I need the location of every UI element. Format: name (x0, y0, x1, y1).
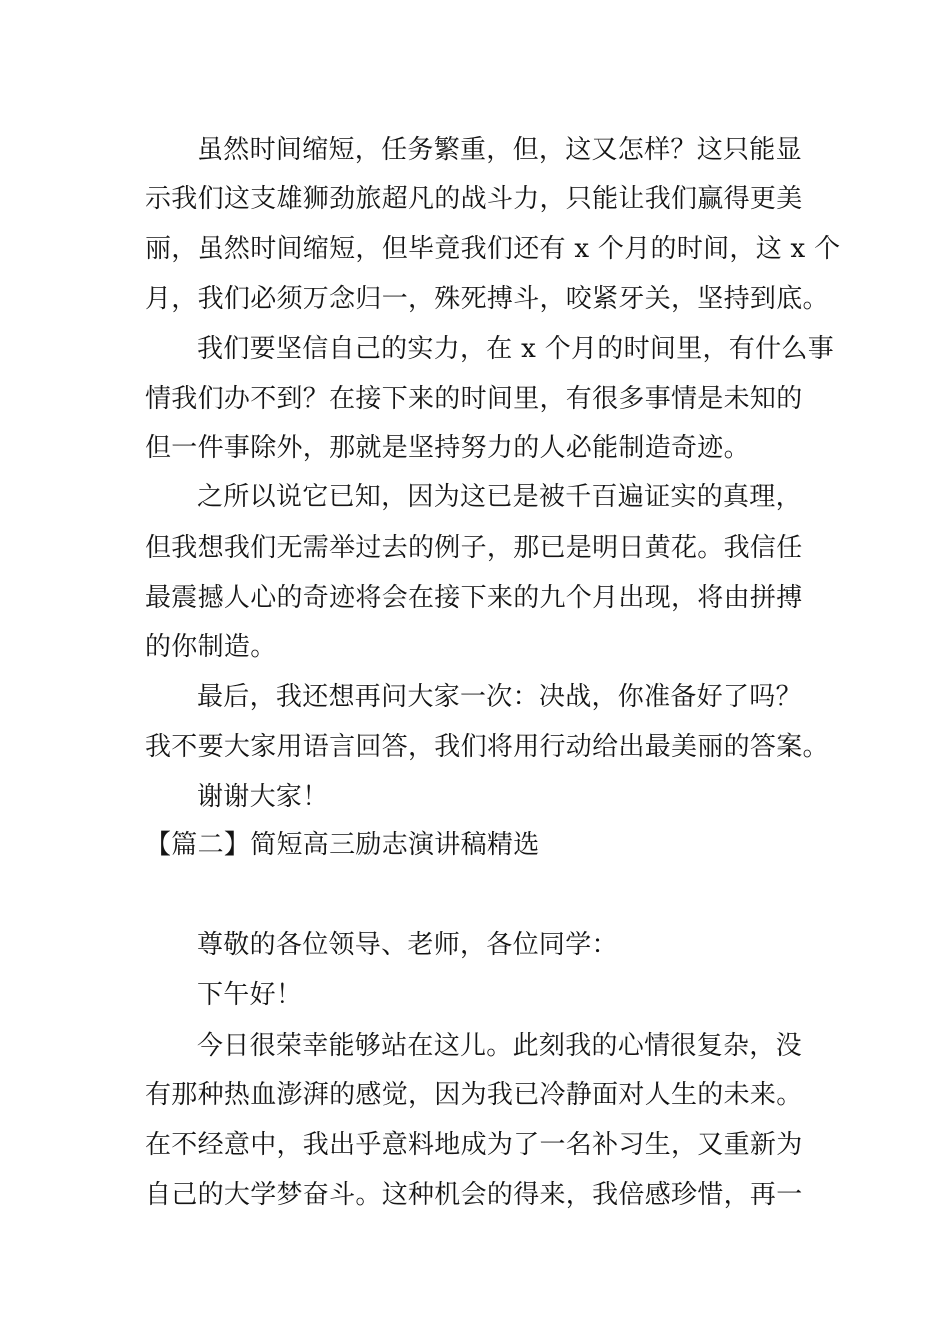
paragraph-line: 最震撼人心的奇迹将会在接下来的九个月出现，将由拼搏 (145, 583, 803, 613)
paragraph-line: 有那种热血澎湃的感觉，因为我已冷静面对人生的未来。 (145, 1080, 803, 1110)
section-heading: 【篇二】简短高三励志演讲稿精选 (145, 830, 540, 860)
paragraph-line: 之所以说它已知，因为这已是被千百遍证实的真理， (197, 482, 802, 512)
paragraph-line: 最后，我还想再问大家一次：决战，你准备好了吗？ (197, 682, 802, 712)
paragraph-line: 我们要坚信自己的实力，在 x 个月的时间里，有什么事 (197, 334, 834, 364)
paragraph-line: 在不经意中，我出乎意料地成为了一名补习生，又重新为 (145, 1130, 803, 1160)
paragraph-line: 虽然时间缩短，任务繁重，但，这又怎样？这只能显 (197, 135, 802, 165)
paragraph-line: 的你制造。 (145, 632, 277, 662)
greeting-line: 下午好！ (197, 980, 303, 1010)
paragraph-line: 情我们办不到？在接下来的时间里，有很多事情是未知的 (145, 384, 803, 414)
closing-line: 谢谢大家！ (197, 782, 329, 812)
salutation-line: 尊敬的各位领导、老师，各位同学： (197, 930, 618, 960)
paragraph-line: 自己的大学梦奋斗。这种机会的得来，我倍感珍惜，再一 (145, 1180, 803, 1210)
paragraph-line: 今日很荣幸能够站在这儿。此刻我的心情很复杂，没 (197, 1031, 802, 1061)
paragraph-line: 我不要大家用语言回答，我们将用行动给出最美丽的答案。 (145, 732, 829, 762)
paragraph-line: 示我们这支雄狮劲旅超凡的战斗力，只能让我们赢得更美 (145, 184, 803, 214)
paragraph-line: 但一件事除外，那就是坚持努力的人必能制造奇迹。 (145, 433, 750, 463)
paragraph-line: 丽，虽然时间缩短，但毕竟我们还有 x 个月的时间，这 x 个 (145, 234, 841, 264)
paragraph-line: 月，我们必须万念归一，殊死搏斗，咬紧牙关，坚持到底。 (145, 284, 829, 314)
paragraph-line: 但我想我们无需举过去的例子，那已是明日黄花。我信任 (145, 533, 803, 563)
